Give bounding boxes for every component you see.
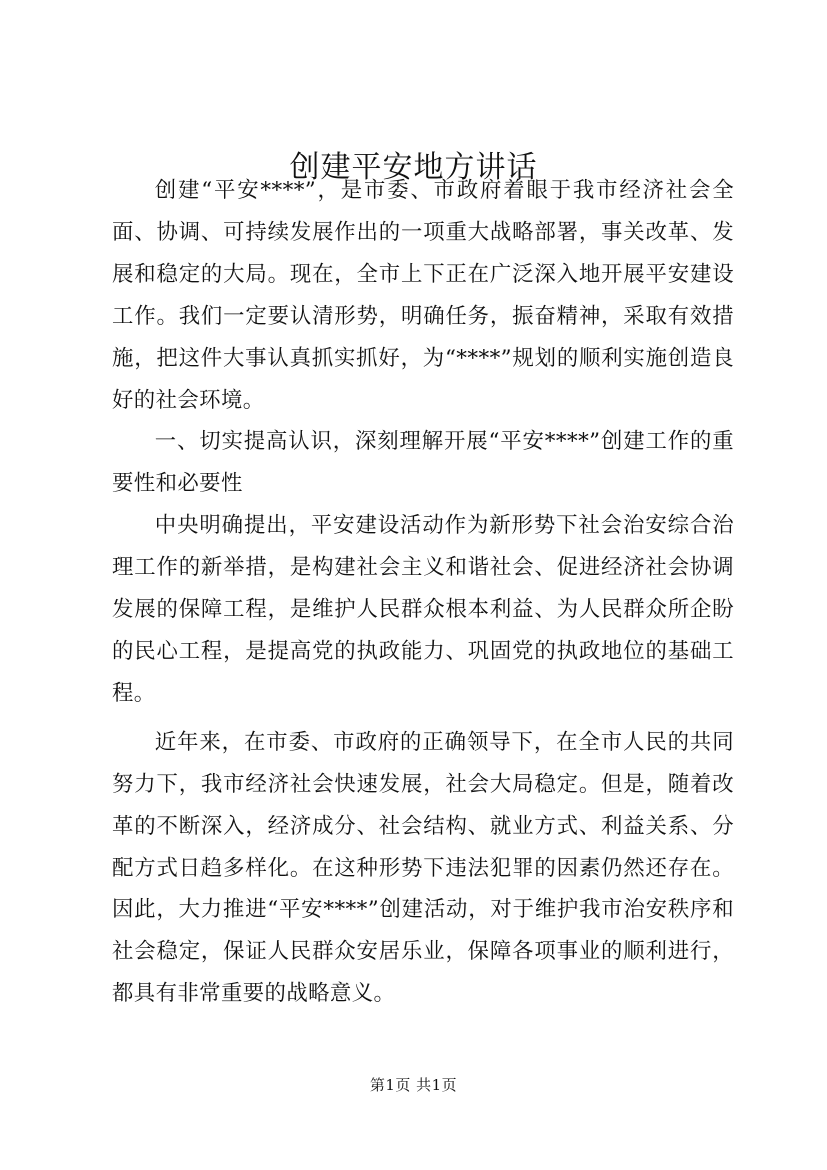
document-title: 创建平安地方讲话	[289, 150, 538, 185]
paragraph-central-directive: 中央明确提出，平安建设活动作为新形势下社会治安综合治理工作的新举措，是构建社会主义和谐社会、促进经济社会协调发展的保障工程，是维护人民群众根本利益、为人民群众所企盼的民心工程，是提高党的执政能力、巩固党的执政地位的基础工程。	[112, 513, 734, 706]
document-body	[112, 170, 734, 1015]
page-number-footer: 第1页 共1页	[369, 1076, 458, 1094]
paragraph-recent-years: 近年来，在市委、市政府的正确领导下，在全市人民的共同努力下，我市经济社会快速发展，社会大局稳定。但是，随着改革的不断深入，经济成分、社会结构、就业方式、利益关系、分配方式日趋多样化。在这种形势下违法犯罪的因素仍然还存在。因此，大力推进“平安****”创建活动，对于维护我市治安秩序和社会稳定，保证人民群众安居乐业，保障各项事业的顺利进行，都具有非常重要的战略意义。	[112, 729, 734, 1007]
paragraph-intro: 创建“平安****”，是市委、市政府着眼于我市经济社会全面、协调、可持续发展作出的一项重大战略部署，事关改革、发展和稳定的大局。现在，全市上下正在广泛深入地开展平安建设工作。我们一定要认清形势，明确任务，振奋精神，采取有效措施，把这件大事认真抓实抓好，为“****”规划的顺利实施创造良好的社会环境。	[112, 178, 734, 413]
section-heading-1: 一、切实提高认识，深刻理解开展“平安****”创建工作的重要性和必要性	[112, 429, 734, 497]
